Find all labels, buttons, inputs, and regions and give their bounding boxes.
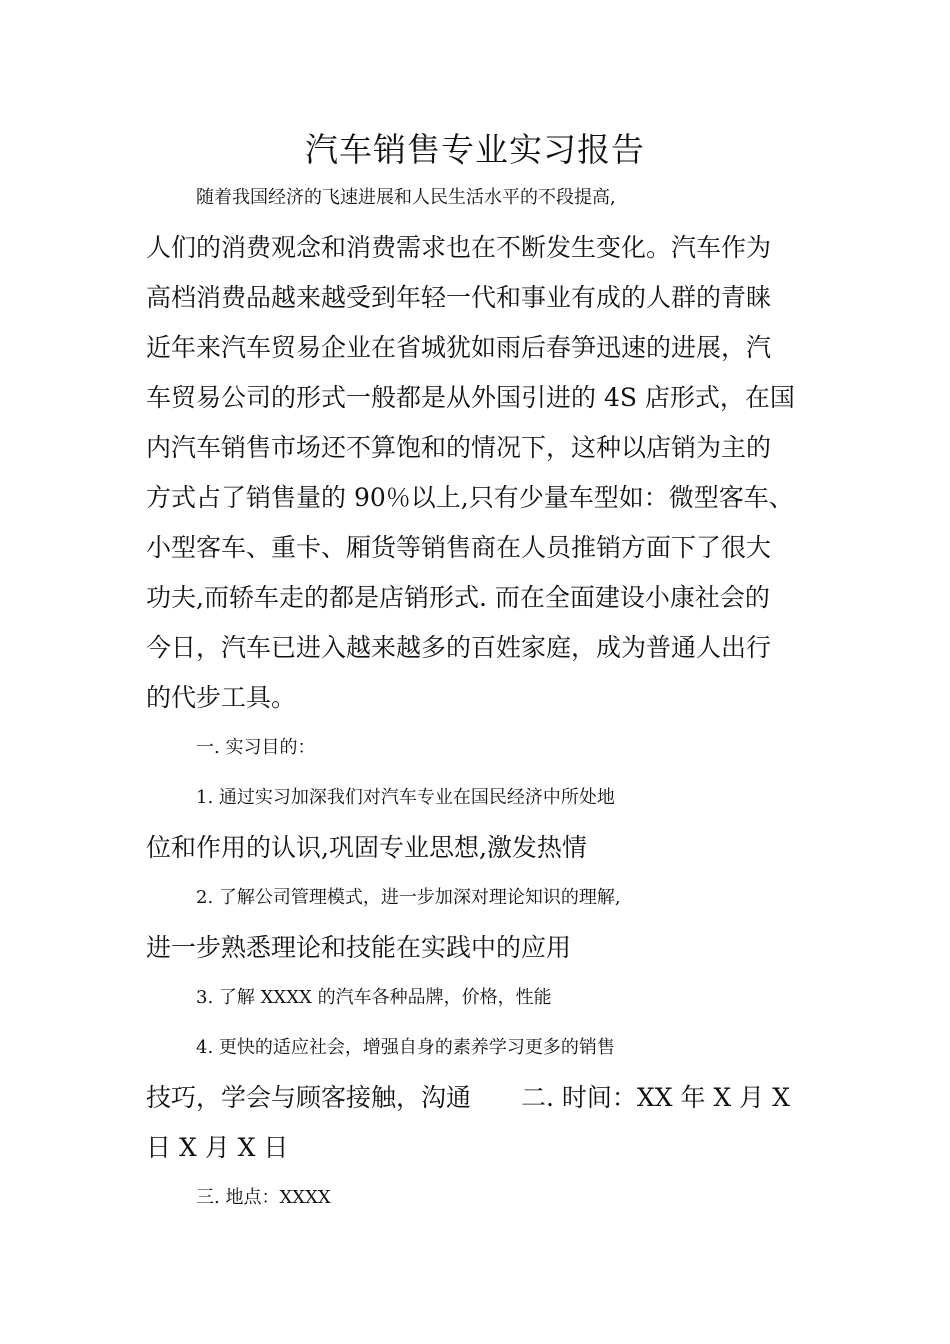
intro-line: 今日，汽车已进入越来越多的百姓家庭，成为普通人出行 [146,633,772,662]
list-item-line: 3. 了解 XXXX 的汽车各种品牌，价格，性能 [196,987,552,1008]
list-item-line: 日 X 月 X 日 [146,1133,289,1162]
section-heading: 三. 地点：XXXX [196,1187,331,1208]
list-item-line: 2. 了解公司管理模式，进一步加深对理论知识的理解, [196,887,621,908]
list-item-line: 1. 通过实习加深我们对汽车专业在国民经济中所处地 [196,787,615,808]
list-item-line: 4. 更快的适应社会，增强自身的素养学习更多的销售 [196,1037,615,1058]
document-title: 汽车销售专业实习报告 [305,130,645,169]
intro-line: 高档消费品越来越受到年轻一代和事业有成的人群的青睐 [146,283,772,312]
intro-line: 随着我国经济的飞速进展和人民生活水平的不段提高, [196,187,616,208]
list-item-line: 进一步熟悉理论和技能在实践中的应用 [146,933,572,962]
intro-line: 的代步工具。 [146,683,297,712]
intro-line: 内汽车销售市场还不算饱和的情况下，这种以店销为主的 [146,433,772,462]
intro-line: 近年来汽车贸易企业在省城犹如雨后春笋迅速的进展，汽 [146,333,772,362]
intro-line: 小型客车、重卡、厢货等销售商在人员推销方面下了很大 [146,533,772,562]
intro-line: 方式占了销售量的 90％以上,只有少量车型如：微型客车、 [146,483,794,512]
list-item-line: 技巧，学会与顾客接触，沟通 二. 时间：XX 年 X 月 X [146,1083,790,1112]
intro-line: 车贸易公司的形式一般都是从外国引进的 4S 店形式，在国 [146,383,795,412]
intro-line: 功夫,而轿车走的都是店销形式. 而在全面建设小康社会的 [146,583,770,612]
section-heading: 一. 实习目的： [196,737,316,758]
intro-line: 人们的消费观念和消费需求也在不断发生变化。汽车作为 [146,233,772,262]
list-item-line: 位和作用的认识,巩固专业思想,激发热情 [146,833,587,862]
